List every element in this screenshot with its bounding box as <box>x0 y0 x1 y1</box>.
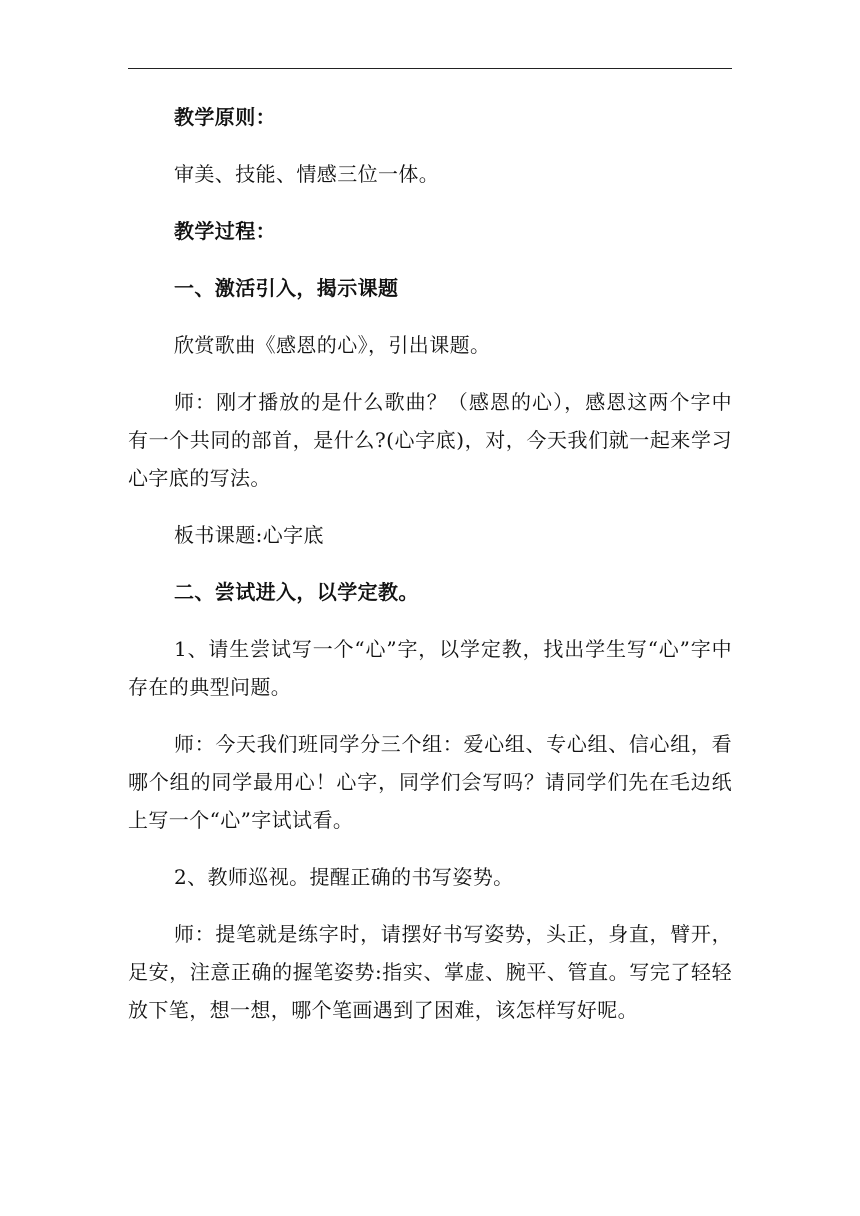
document-body <box>128 98 732 1029</box>
paragraph-teacher-posture: 师：提笔就是练字时，请摆好书写姿势，头正，身直，臂开，足安，注意正确的握笔姿势:指实、掌虚、腕平、管直。写完了轻轻放下笔，想一想，哪个笔画遇到了困难，该怎样写好呢。 <box>128 922 732 1022</box>
section-heading-1: 一、激活引入，揭示课题 <box>174 276 399 300</box>
header-rule <box>128 68 732 69</box>
paragraph-principle-content: 审美、技能、情感三位一体。 <box>174 162 440 186</box>
paragraph-song-intro: 欣赏歌曲《感恩的心》，引出课题。 <box>174 333 491 357</box>
section-heading-2: 二、尝试进入，以学定教。 <box>174 580 419 604</box>
paragraph-step-2: 2、教师巡视。提醒正确的书写姿势。 <box>174 865 514 889</box>
paragraph-step-1: 1、请生尝试写一个“心”字，以学定教，找出学生写“心”字中存在的典型问题。 <box>128 637 732 699</box>
heading-teaching-process: 教学过程： <box>174 219 276 243</box>
paragraph-teacher-groups: 师：今天我们班同学分三个组：爱心组、专心组、信心组，看哪个组的同学最用心！心字，同学们会写吗？请同学们先在毛边纸上写一个“心”字试试看。 <box>128 732 732 832</box>
heading-teaching-principle: 教学原则： <box>174 105 276 129</box>
paragraph-teacher-question: 师：刚才播放的是什么歌曲？（感恩的心），感恩这两个字中有一个共同的部首，是什么?(心字底)，对，今天我们就一起来学习心字底的写法。 <box>128 390 732 490</box>
paragraph-board-title: 板书课题:心字底 <box>174 523 324 547</box>
